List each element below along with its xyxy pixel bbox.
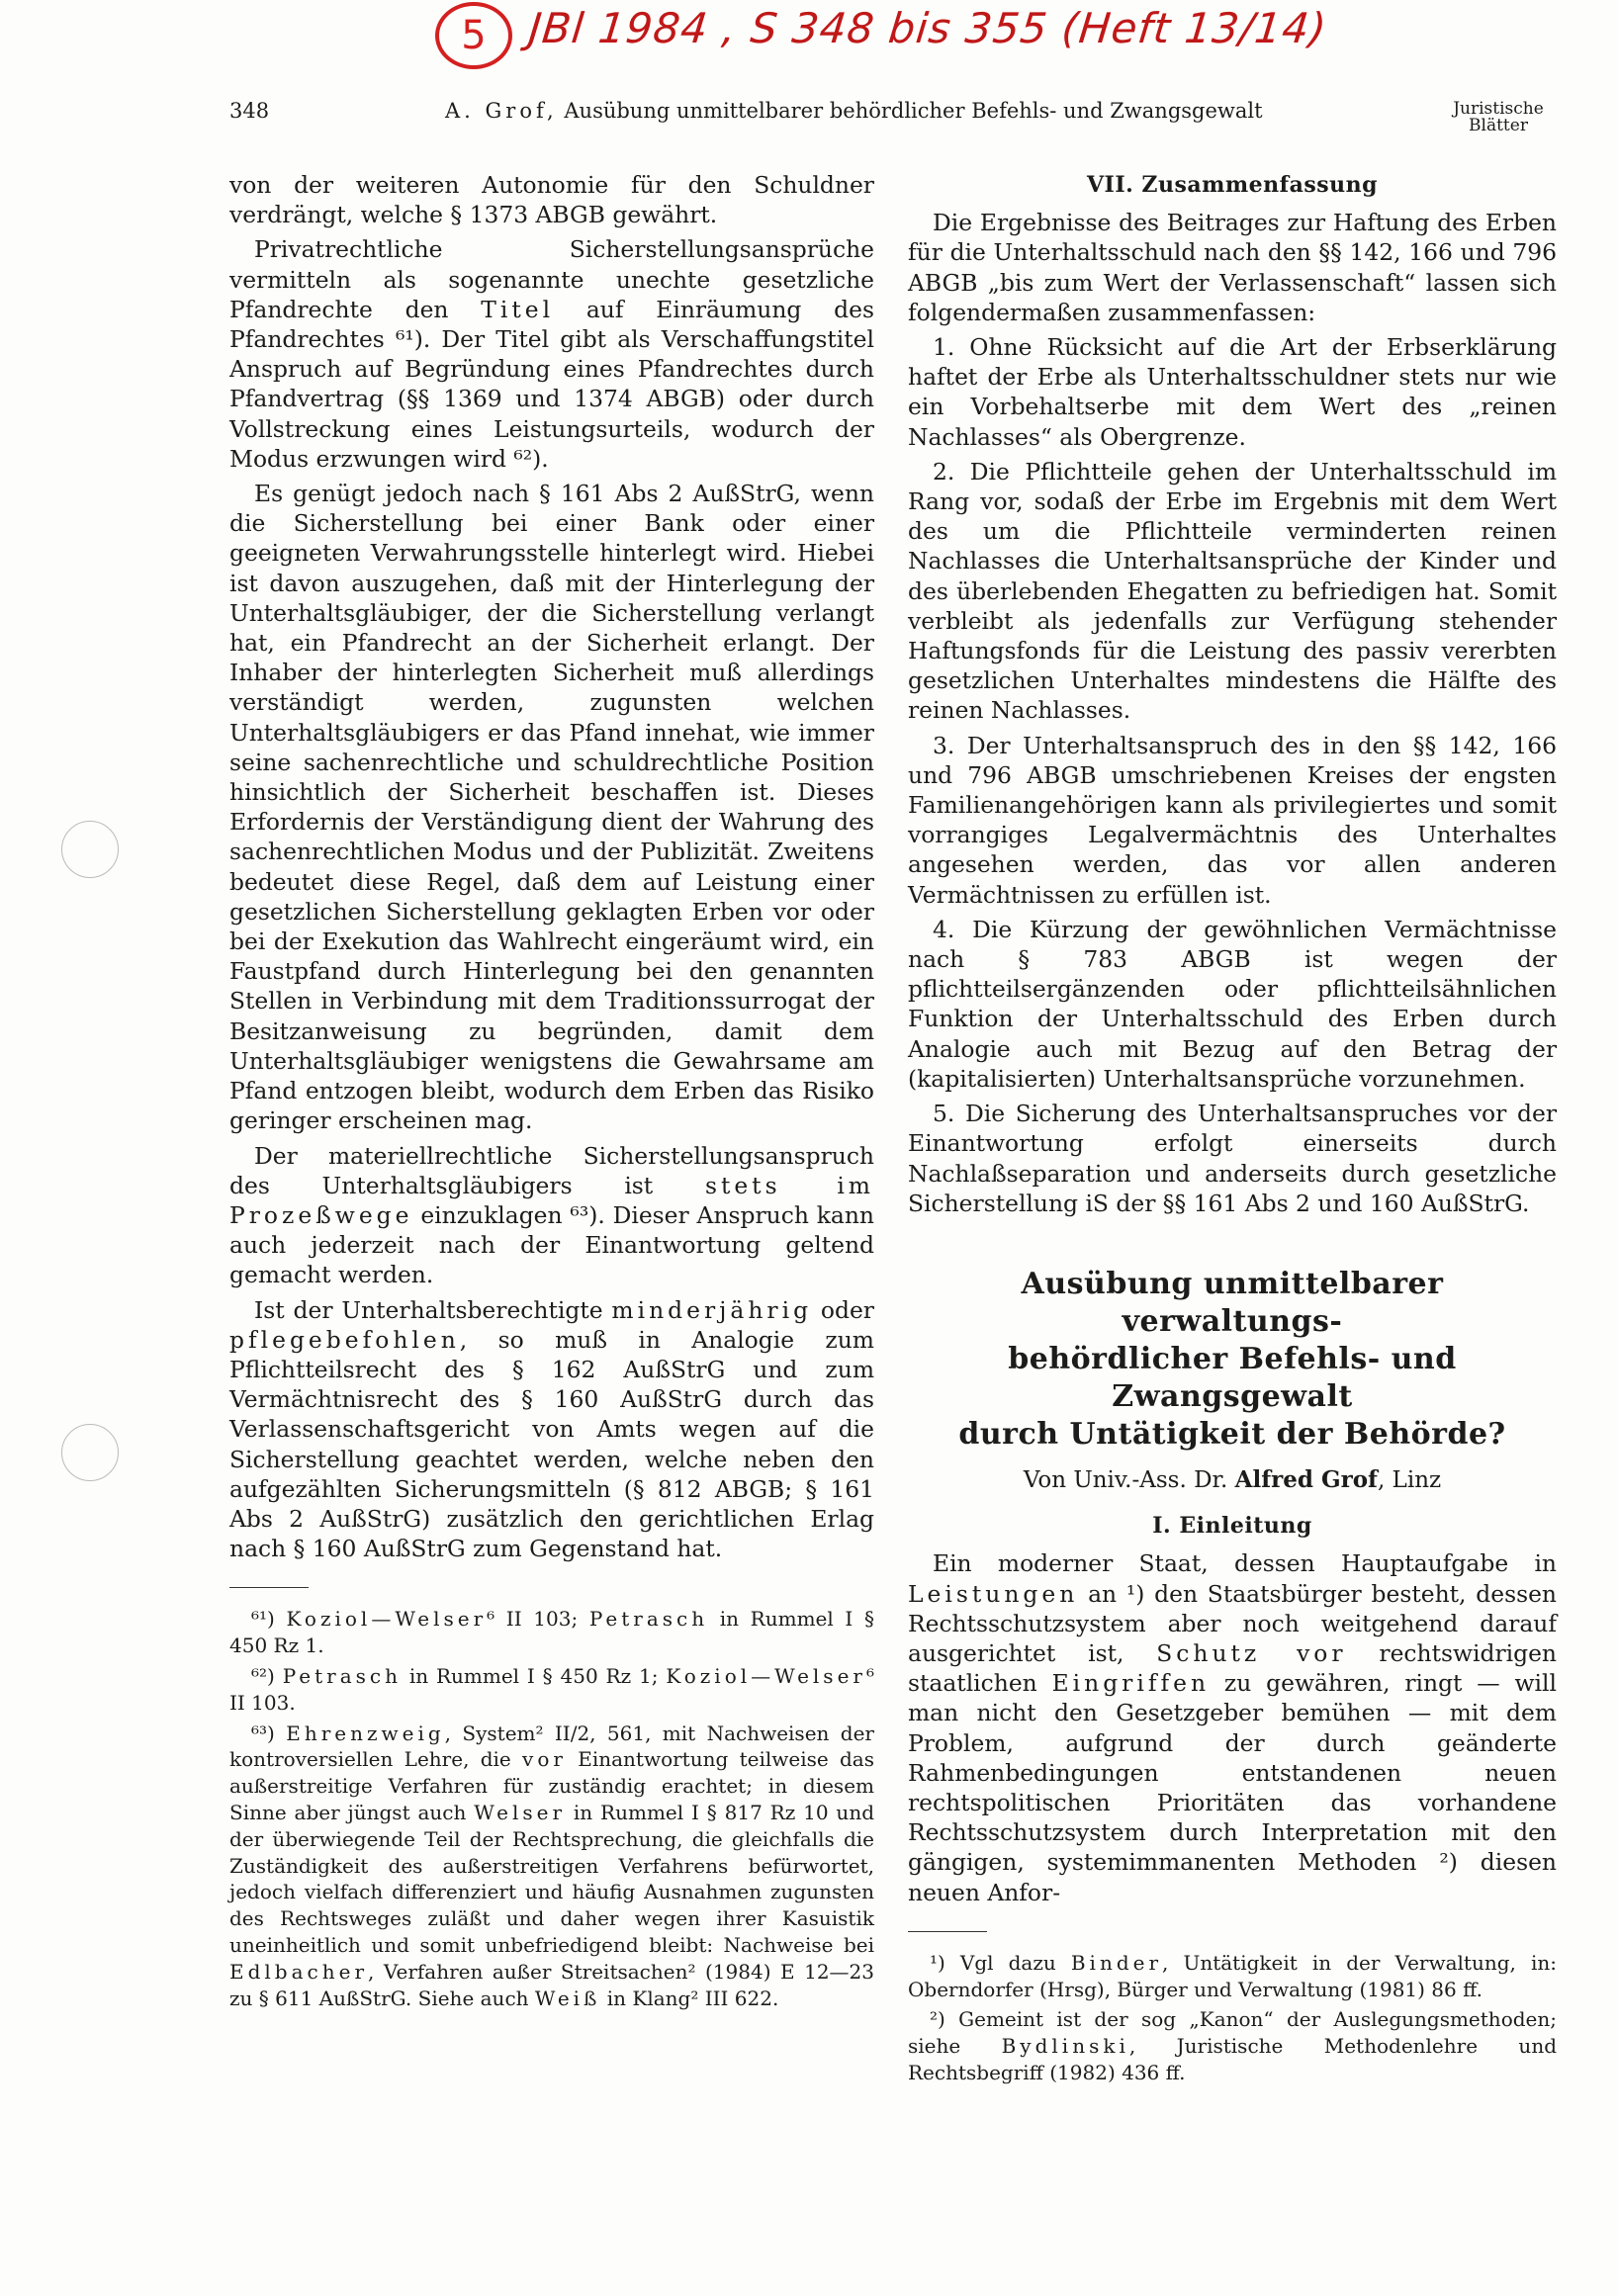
paragraph: von der weiteren Autonomie für den Schuldner verdrängt, welche § 1373 ABGB gewährt.: [229, 171, 874, 229]
summary-point: 3. Der Unterhaltsanspruch des in den §§ 142, 166 und 796 ABGB umschriebenen Kreises der engsten Familienangehörigen kann als privilegiertes und somit vorrangiges Legalvermächtnis des Unterhaltes angesehen werden, das vor allen anderen Vermächtnissen zu erfüllen ist.: [908, 731, 1557, 909]
article-title: Ausübung unmittelbarer verwaltungs- behördlicher Befehls- und Zwangsgewalt durch Untätigkeit der Behörde?: [958, 1266, 1506, 1452]
footnote-1: ¹) Vgl dazu Binder, Untätigkeit in der Verwaltung, in: Oberndorfer (Hrsg), Bürger und Verwaltung (1981) 86 ff.: [908, 1950, 1557, 2001]
footnote-62: ⁶²) Petrasch in Rummel I § 450 Rz 1; Koziol—Welser⁶ II 103.: [229, 1663, 874, 1715]
footnote-63: ⁶³) Ehrenzweig, System² II/2, 561, mit Nachweisen der kontroversiellen Lehre, die vor Einantwortung teilweise das außerstreitige Verfahren für zuständig erachtet; in diesem Sinne aber jüngst auch Welser in Rummel I § 817 Rz 10 und der überwiegende Teil der Rechtsprechung, die gleichfalls die Zuständigkeit des außerstreitigen Verfahrens befürwortet, jedoch vielfach differenziert und häufig Ausnahmen zugunsten des Rechtsweges zuläßt und daher wegen ihrer Kasuistik uneinheitlich und somit unbefriedigend bleibt: Nachweise bei Edlbacher, Verfahren außer Streitsachen² (1984) E 12—23 zu § 611 AußStrG. Siehe auch Weiß in Klang² III 622.: [229, 1721, 874, 2010]
paragraph: Es genügt jedoch nach § 161 Abs 2 AußStrG, wenn die Sicherstellung bei einer Bank oder einer geeigneten Verwahrungsstelle hinterlegt wird. Hiebei ist davon auszugehen, daß mit der Hinterlegung der Unterhaltsgläubiger, der die Sicherstellung verlangt hat, ein Pfandrecht an der Sicherheit erlangt. Der Inhaber der hinterlegten Sicherheit muß allerdings verständigt werden, zugunsten welchen Unterhaltsgläubigers er das Pfand innehat, wie immer seine sachenrechtliche und schuldrechtliche Position hinsichtlich der Sicherheit beschaffen ist. Dieses Erfordernis der Verständigung dient der Wahrung des sachenrechtlichen Modus und der Publizität. Zweitens bedeutet diese Regel, daß dem auf Leistung einer gesetzlichen Sicherstellung geklagten Erben vor oder bei der Exekution das Wahlrecht eingeräumt wird, ein Faustpfand durch Hinterlegung bei den genannten Stellen in Verbindung mit dem Traditionssurrogat der Besitzanweisung zu begründen, damit dem Unterhaltsgläubiger wenigstens die Gewahrsame am Pfand entzogen bleibt, wodurch dem Erben das Risiko geringer erscheinen mag.: [229, 480, 874, 1135]
paragraph: Ein moderner Staat, dessen Hauptaufgabe in Leistungen an ¹) den Staatsbürger besteht, dessen Rechtsschutzsystem aber noch weitgehend darauf ausgerichtet ist, Schutz vor rechtswidrigen staatlichen Eingriffen zu gewähren, ringt — will man nicht den Gesetzgeber bemühen — mit dem Problem, aufgrund der durch geänderte Rahmenbedingungen entstandenen neuen rechtspolitischen Prioritäten das vorhandene Rechtsschutzsystem durch Interpretation mit den gängigen, systemimmanenten Methoden ²) diesen neuen Anfor-: [908, 1549, 1557, 1906]
running-title-author: A. Grof,: [445, 99, 558, 123]
section-heading-summary: VII. Zusammenfassung: [1086, 172, 1379, 198]
paragraph: Der materiellrechtliche Sicherstellungsanspruch des Unterhaltsgläubigers ist stets im Prozeßwege einzuklagen ⁶³). Dieser Anspruch kann auch jederzeit nach der Einantwortung geltend gemacht werden.: [229, 1141, 874, 1289]
left-column: [229, 170, 874, 2015]
summary-point: 4. Die Kürzung der gewöhnlichen Vermächtnisse nach § 783 ABGB ist wegen der pflichtteilsergänzenden oder pflichtteilsähnlichen Funktion der Unterhaltsschuld des Erben durch Analogie auch mit Bezug auf den Betrag der (kapitalisierten) Unterhaltsansprüche vorzunehmen.: [908, 915, 1557, 1093]
punch-hole-mark: [61, 1424, 119, 1481]
paragraph: Die Ergebnisse des Beitrages zur Haftung des Erben für die Unterhaltsschuld nach den §§ 142, 166 und 796 ABGB „bis zum Wert der Verlassenschaft“ lassen sich folgendermaßen zusammenfassen:: [908, 209, 1557, 326]
footnotes: [229, 1606, 874, 2011]
footnote-divider: [908, 1931, 987, 1932]
footnote-61: ⁶¹) Koziol—Welser⁶ II 103; Petrasch in Rummel I § 450 Rz 1.: [229, 1607, 874, 1658]
handwritten-citation: JBl 1984 , S 348 bis 355 (Heft 13/14): [526, 4, 1330, 52]
page-number: 348: [229, 99, 270, 123]
author-byline: Von Univ.-Ass. Dr. Alfred Grof, Linz: [1023, 1465, 1442, 1493]
journal-name: Juristische Blätter: [1453, 99, 1544, 135]
footnote-2: ²) Gemeint ist der sog „Kanon“ der Auslegungsmethoden; siehe Bydlinski, Juristische Methodenlehre und Rechtsbegriff (1982) 436 ff.: [908, 2007, 1557, 2084]
paragraph: Privatrechtliche Sicherstellungsansprüche vermitteln als sogenannte unechte gesetzliche Pfandrechte den Titel auf Einräumung des Pfandrechtes ⁶¹). Der Titel gibt als Verschaffungstitel Anspruch auf Begründung eines Pfandrechtes durch Pfandvertrag (§§ 1369 und 1374 ABGB) oder durch Vollstreckung eines Leistungsurteils, wodurch der Modus erzwungen wird ⁶²).: [229, 235, 875, 473]
running-title: [445, 99, 1263, 123]
summary-point: 2. Die Pflichtteile gehen der Unterhaltsschuld im Rang vor, sodaß der Erbe im Ergebnis mit dem Wert des um die Pflichtteile verminderten reinen Nachlasses die Unterhaltsansprüche der Kinder und des überlebenden Ehegatten zu befriedigen hat. Somit verbleibt als jedenfalls zur Verfügung stehender Haftungsfonds für die Leistung des passiv vererbten gesetzlichen Unterhaltes mindestens die Hälfte des reinen Nachlasses.: [908, 457, 1557, 725]
summary-point: 1. Ohne Rücksicht auf die Art der Erbserklärung haftet der Erbe als Unterhaltsschuldner stets nur wie ein Vorbehaltserbe mit dem Wert des „reinen Nachlasses“ als Obergrenze.: [908, 333, 1557, 451]
handwritten-circled-number: 5: [435, 2, 512, 69]
footnotes: [908, 1950, 1557, 2086]
right-column: [908, 170, 1557, 2090]
running-title-text: Ausübung unmittelbarer behördlicher Befehls- und Zwangsgewalt: [564, 99, 1263, 123]
punch-hole-mark: [61, 821, 119, 878]
paragraph: Ist der Unterhaltsberechtigte minderjährig oder pflegebefohlen, so muß in Analogie zum Pflichtteilsrecht des § 162 AußStrG und zum Vermächtnisrecht des § 160 AußStrG durch das Verlassenschaftsgericht von Amts wegen auf die Sicherstellung geachtet werden, welche neben den aufgezählten Sicherungsmitteln (§ 812 ABGB; § 161 Abs 2 AußStrG) zusätzlich den gerichtlichen Erlag nach § 160 AußStrG zum Gegenstand hat.: [229, 1295, 874, 1563]
summary-point: 5. Die Sicherung des Unterhaltsanspruches vor der Einantwortung erfolgt einerseits durch Nachlaßseparation und anderseits durch gesetzliche Sicherstellung iS der §§ 161 Abs 2 und 160 AußStrG.: [908, 1100, 1557, 1217]
footnote-divider: [229, 1587, 309, 1588]
section-heading-introduction: I. Einleitung: [1152, 1513, 1312, 1540]
